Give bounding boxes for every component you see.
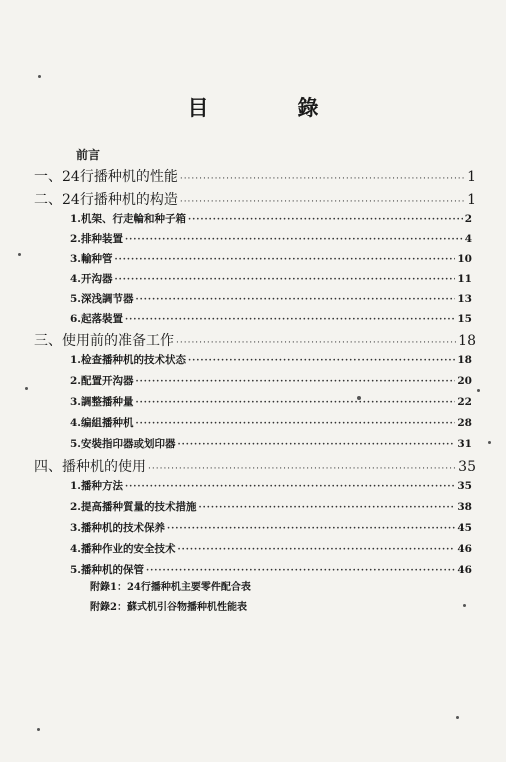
print-speck [488, 441, 491, 444]
page-number: 20 [457, 375, 472, 387]
page-number: 45 [457, 522, 472, 534]
dot-leader [177, 440, 455, 450]
dot-leader [125, 235, 463, 245]
dot-leader [180, 174, 465, 184]
section-title: 5.深浅調节器 [70, 293, 134, 305]
print-speck [477, 389, 480, 392]
print-speck [25, 387, 28, 390]
print-speck [37, 728, 40, 731]
dot-leader [146, 566, 455, 576]
print-speck [18, 253, 21, 256]
section-title: 3.輸种管 [70, 253, 113, 265]
toc-chapter-1 [34, 166, 476, 186]
page-number: 11 [457, 273, 472, 285]
dot-leader [114, 275, 455, 285]
toc-section [70, 271, 472, 286]
dot-leader [176, 338, 456, 348]
toc-section [70, 311, 472, 326]
toc-section [70, 436, 472, 451]
page-number: 13 [457, 293, 472, 305]
dot-leader [135, 398, 455, 408]
preface-entry: 前言 [76, 148, 101, 162]
page-title: 目 錄 [187, 95, 353, 120]
dot-leader [148, 464, 456, 474]
dot-leader [135, 295, 455, 305]
section-title: 6.起落裝置 [70, 313, 123, 325]
toc-section [70, 415, 472, 430]
toc-chapter-4 [34, 456, 476, 476]
toc-section [70, 499, 472, 514]
toc-section [70, 394, 472, 409]
print-speck [38, 75, 41, 78]
toc-section [70, 520, 472, 535]
section-title: 2.配置开沟器 [70, 375, 134, 387]
page-number: 38 [457, 501, 472, 513]
chapter-title: 二、24行播种机的构造 [34, 192, 178, 208]
section-title: 1.检查播种机的技术状态 [70, 354, 186, 366]
toc-section [70, 541, 472, 556]
toc-section [70, 478, 472, 493]
section-title: 3.播种机的技术保养 [70, 522, 165, 534]
toc-section [70, 231, 472, 246]
chapter-title: 三、使用前的准备工作 [34, 333, 174, 349]
page-number: 18 [457, 354, 472, 366]
section-title: 2.排种装置 [70, 233, 123, 245]
page-number: 15 [457, 313, 472, 325]
toc-section [70, 291, 472, 306]
page-number: 35 [457, 480, 472, 492]
page-number: 46 [457, 543, 472, 555]
page-number: 35 [458, 459, 476, 475]
print-speck [456, 716, 459, 719]
page-number: 10 [457, 253, 472, 265]
chapter-title: 四、播种机的使用 [34, 459, 146, 475]
dot-leader [114, 255, 455, 265]
page-number: 46 [457, 564, 472, 576]
section-title: 4.开沟器 [70, 273, 113, 285]
page-number: 28 [457, 417, 472, 429]
page-number: 31 [457, 438, 472, 450]
section-title: 5.播种机的保管 [70, 564, 144, 576]
toc-section [70, 211, 472, 226]
chapter-title: 一、24行播种机的性能 [34, 169, 178, 185]
dot-leader [188, 215, 463, 225]
dot-leader [135, 419, 455, 429]
page-number: 1 [467, 169, 476, 185]
dot-leader [188, 356, 455, 366]
page-number: 22 [457, 396, 472, 408]
dot-leader [125, 482, 455, 492]
page-number: 2 [464, 213, 472, 225]
dot-leader [125, 315, 455, 325]
dot-leader [180, 197, 465, 207]
appendix-2: 附錄2：蘇式机引谷物播种机性能表 [90, 602, 247, 613]
toc-section [70, 562, 472, 577]
page-number: 4 [464, 233, 472, 245]
section-title: 4.播种作业的安全技术 [70, 543, 176, 555]
toc-chapter-3 [34, 330, 476, 350]
appendix-1: 附錄1：24行播种机主要零件配合表 [90, 582, 251, 593]
toc-section [70, 251, 472, 266]
print-speck [463, 604, 466, 607]
section-title: 1.机架、行走輪和种子箱 [70, 213, 186, 225]
toc-section [70, 373, 472, 388]
section-title: 4.编組播种机 [70, 417, 134, 429]
section-title: 3.調整播种量 [70, 396, 134, 408]
section-title: 1.播种方法 [70, 480, 123, 492]
dot-leader [167, 524, 455, 534]
toc-chapter-2 [34, 189, 476, 209]
dot-leader [135, 377, 455, 387]
dot-leader [177, 545, 455, 555]
section-title: 2.提高播种質量的技术措施 [70, 501, 197, 513]
page-number: 18 [458, 333, 476, 349]
toc-section [70, 352, 472, 367]
dot-leader [198, 503, 455, 513]
section-title: 5.安裝指印器或划印器 [70, 438, 176, 450]
print-speck [357, 396, 361, 400]
page-number: 1 [467, 192, 476, 208]
